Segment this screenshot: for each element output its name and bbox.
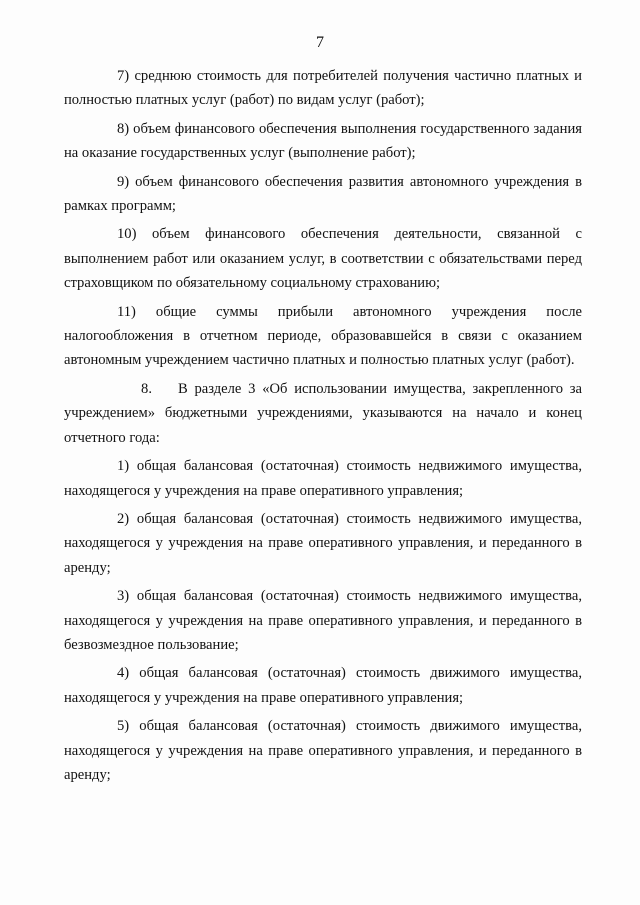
list-item-7: 7) среднюю стоимость для потребителей получения частично платных и полностью платных услуг (работ) по видам услуг (работ); xyxy=(64,68,582,109)
document-body xyxy=(64,64,582,791)
section-item-8 xyxy=(64,377,582,450)
section-item-8-text: В разделе 3 «Об использовании имущества, закрепленного за учреждением» бюджетными учреждениями, указываются на начало и конец отчетного года: xyxy=(64,380,582,446)
subitem-5: 5) общая балансовая (остаточная) стоимость движимого имущества, находящегося у учреждения на праве оперативного управления, и переданного в аренду; xyxy=(64,718,582,783)
list-item-10: 10) объем финансового обеспечения деятельности, связанной с выполнением работ или оказанием услуг, в соответствии с обязательствами перед страховщиком по обязательному социальному страхованию; xyxy=(64,226,582,292)
list-item-9: 9) объем финансового обеспечения развития автономного учреждения в рамках программ; xyxy=(64,173,582,215)
section-item-8-number: 8. xyxy=(141,380,152,397)
subitem-4: 4) общая балансовая (остаточная) стоимость движимого имущества, находящегося у учреждения на праве оперативного управления; xyxy=(64,665,582,706)
list-item-8: 8) объем финансового обеспечения выполнения государственного задания на оказание государственных услуг (выполнение работ); xyxy=(64,120,582,162)
subitem-3: 3) общая балансовая (остаточная) стоимость недвижимого имущества, находящегося у учреждения на праве оперативного управления, и переданного в безвозмездное пользование; xyxy=(64,588,582,653)
page-number: 7 xyxy=(316,34,324,51)
subitem-2: 2) общая балансовая (остаточная) стоимость недвижимого имущества, находящегося у учреждения на праве оперативного управления, и переданного в аренду; xyxy=(64,510,582,576)
subitem-1: 1) общая балансовая (остаточная) стоимость недвижимого имущества, находящегося у учреждения на праве оперативного управления; xyxy=(64,458,582,499)
list-item-11: 11) общие суммы прибыли автономного учреждения после налогообложения в отчетном периоде, образовавшейся в связи с оказанием автономным учреждением частично платных и полностью платных услуг (работ). xyxy=(64,303,582,369)
